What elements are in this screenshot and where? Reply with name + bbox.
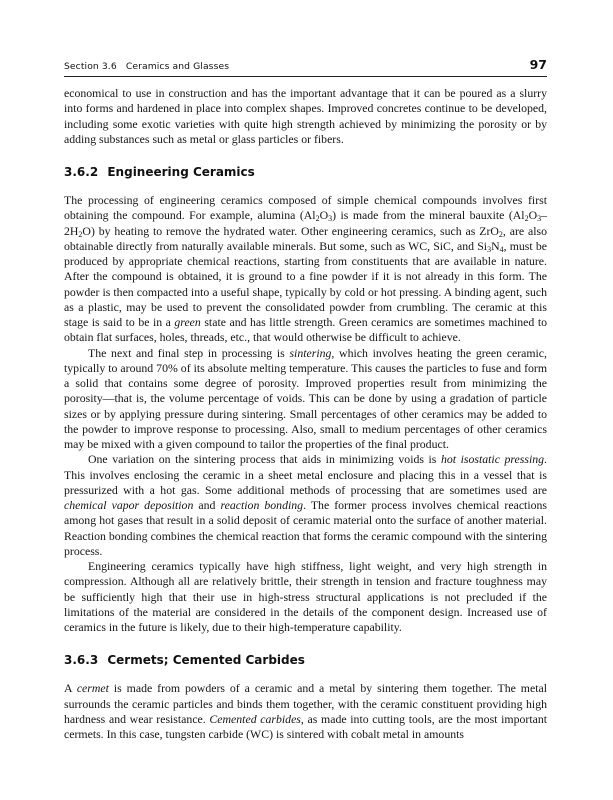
- subscript: 3: [487, 244, 492, 254]
- text-run: One variation on the sintering process that aids in minimizing voids is: [88, 452, 441, 467]
- text-run: O) by heating to remove the hydrated water. Other engineering ceramics, such as ZrO: [82, 223, 499, 238]
- section-title: Engineering Ceramics: [107, 165, 255, 179]
- body-text: [64, 86, 547, 742]
- paragraph-sintering: [64, 346, 547, 453]
- paragraph-hot-isostatic: [64, 452, 547, 559]
- text-run: The next and final step in processing is: [88, 345, 290, 360]
- text-run: ) is made from the mineral bauxite (Al: [332, 208, 525, 223]
- text-run: . This involves enclosing the ceramic in a sheet metal enclosure and placing this in a vessel that is pressurized with a hot gas. Some additional methods of processing that are sometimes used are: [64, 452, 547, 497]
- text-run: state and has little strength. Green ceramics are sometimes machined to obtain flat surfaces, holes, threads, etc., that would otherwise be difficult to achieve.: [64, 315, 547, 345]
- emphasis: green: [174, 315, 201, 329]
- text-run: The processing of engineering ceramics composed of simple chemical compounds involves first obtaining the compound. For example, alumina (Al: [64, 193, 547, 223]
- emphasis: cermet: [76, 681, 109, 696]
- text-run: –2H: [64, 208, 547, 238]
- text-run: O: [528, 208, 538, 223]
- section-heading-3-6-2: [64, 165, 547, 179]
- page-number: 97: [529, 57, 547, 72]
- subscript: 2: [524, 214, 529, 224]
- emphasis: chemical vapor deposition: [64, 498, 194, 512]
- emphasis: sintering: [289, 345, 332, 360]
- text-run: O: [319, 208, 329, 223]
- text-run: , which involves heating the green ceramic, typically to around 70% of its absolute melting temperature. This causes the particles to fuse and form a solid that contains some degree of porosity. Improved properties result from minimizing the porosity—that is, the volume percentage of voids. This can be done by using a gradation of particle sizes or by applying pressure during sintering. Small percentages of other ceramics may be added to the powder to improve response to processing. Also, small to medium percentages of other ceramics may be mixed with a given compound to tailor the properties of the final product.: [64, 345, 547, 451]
- subscript: 2: [315, 214, 320, 224]
- section-label: Section 3.6: [64, 61, 117, 72]
- section-title: Cermets; Cemented Carbides: [107, 653, 305, 668]
- text-run: , must be produced by appropriate chemical reactions, starting from constituents that are available in nature. After the compound is obtained, it is ground to a fine powder if it is not already in this form. The powder is then compacted into a useful shape, typically by cold or hot pressing. A binding agent, such as a plastic, may be used to prevent the consolidated powder from crumbling. The ceramic at this stage is said to be in a: [64, 238, 547, 329]
- text-run: . The former process involves chemical reactions among hot gases that result in a solid deposit of ceramic material onto the surface of another material. Reaction bonding combines the chemical reaction that forms the ceramic compound with the sintering process.: [64, 498, 547, 558]
- subscript: 2: [498, 229, 503, 239]
- text-run: , are also obtainable directly from naturally available minerals. But some, such as WC, SiC, and Si: [64, 223, 547, 253]
- text-run: is made from powders of a ceramic and a metal by sintering them together. The metal surrounds the ceramic particles and binds them together, with the ceramic constituent providing high hardness and wear resistance.: [64, 681, 547, 726]
- paragraph-processing: [64, 193, 547, 346]
- emphasis: hot isostatic pressing: [440, 452, 545, 467]
- header-rule: [64, 76, 547, 77]
- text-run: A: [64, 681, 77, 696]
- text-run: , as made into cutting tools, are the most important cermets. In this case, tungsten carbide (WC) is sintered with cobalt metal in amounts: [64, 711, 548, 741]
- subscript: 4: [499, 244, 504, 254]
- text-run: and: [193, 498, 221, 512]
- emphasis: reaction bonding: [220, 498, 304, 512]
- intro-paragraph: economical to use in construction and has the important advantage that it can be poured as a slurry into forms and hardened in place into complex shapes. Improved concretes continue to be developed, including some exotic varieties with quite high strength achieved by minimizing the porosity or by adding substances such as metal or glass particles or fibers.: [64, 86, 547, 146]
- paragraph-cermets: [64, 681, 547, 742]
- section-number: 3.6.2: [64, 165, 99, 179]
- emphasis: Cemented carbides: [209, 711, 301, 726]
- subscript: 3: [537, 214, 542, 224]
- section-heading-3-6-3: [64, 653, 547, 667]
- paragraph-properties: Engineering ceramics typically have high stiffness, light weight, and very high strength in compression. Although all are relatively brittle, their strength in tension and fracture toughness may be sufficiently high that their use in high-stress structural applications is not precluded if the limitations of the material are considered in the details of the component design. Increased use of ceramics in the future is likely, due to their high-temperature capability.: [64, 559, 547, 634]
- section-title: Ceramics and Glasses: [125, 61, 230, 72]
- subscript: 3: [328, 214, 333, 224]
- running-header-section: [64, 61, 229, 72]
- subscript: 2: [78, 229, 83, 239]
- section-number: 3.6.3: [64, 653, 99, 668]
- text-run: N: [491, 238, 500, 253]
- running-header: [64, 57, 547, 75]
